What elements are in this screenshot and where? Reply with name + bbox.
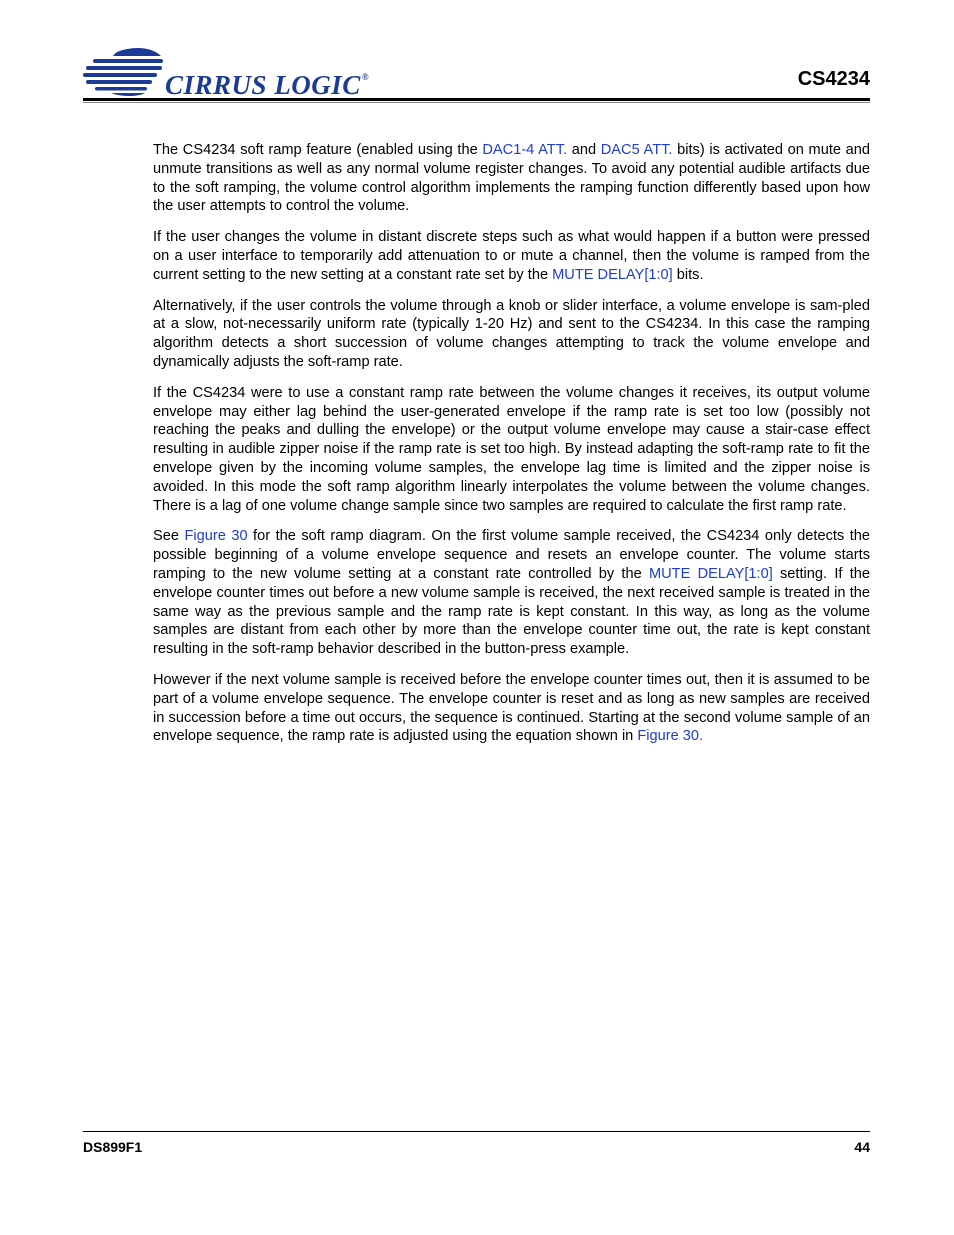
cross-reference-link[interactable]: Figure 30 <box>184 528 248 545</box>
paragraph-text: bits) is activated on mute and unmute transitions as well as any normal volume register changes. To avoid any potential audible artifacts due to the soft ramping, the volume control algorithm implements the ramping function differently based upon how the user attempts to control the volume. <box>153 142 870 215</box>
paragraph-text: See <box>153 528 185 545</box>
paragraph-text: However if the next volume sample is received before the envelope counter times out, then it is assumed to be part of a volume envelope sequence. The envelope counter is reset and as long as new samples are received in succession before a time out occurs, the sequence is continued. Starting at the second volume sample of an envelope sequence, the ramp rate is adjusted using the equation shown in <box>153 671 870 745</box>
header-divider <box>83 98 870 101</box>
paragraph-text: If the user changes the volume in distant discrete steps such as what would happen if a button were pressed on a user interface to temporarily add attenuation to or mute a channel, then the volume is ramped from the current setting to the new setting at a constant rate set by the <box>153 229 870 283</box>
page-header <box>83 44 870 102</box>
cross-reference-link[interactable]: MUTE DELAY[1:0] <box>552 266 673 283</box>
logo-wordmark: CIRRUS LOGIC® <box>165 70 370 100</box>
paragraph <box>153 297 870 372</box>
cross-reference-link[interactable]: DAC5 ATT. <box>600 142 673 158</box>
paragraph <box>153 384 870 516</box>
cross-reference-link[interactable]: DAC1-4 ATT. <box>482 142 568 158</box>
footer-page-number: 44 <box>854 1139 870 1155</box>
cirrus-logic-logo <box>83 46 370 100</box>
cross-reference-link[interactable]: Figure 30. <box>637 728 704 745</box>
footer-document-id: DS899F1 <box>83 1139 143 1155</box>
paragraph-text: Alternatively, if the user controls the volume through a knob or slider interface, a volume envelope is sam-pled at a slow, not-necessarily uniform rate (typically 1-20 Hz) and sent to the CS4234. In this case the ramping algorithm detects a short succession of volume changes attempting to track the volume envelope and dynamically adjusts the soft-ramp rate. <box>153 297 870 370</box>
paragraph-text: If the CS4234 were to use a constant ramp rate between the volume changes it receives, its output volume envelope may either lag behind the user-generated envelope if the ramp rate is set too low (possibly not reaching the peaks and dulling the envelope) or the output volume envelope may cause a stair-case effect resulting in audible zipper noise if the ramp rate is set too high. By instead adapting the soft-ramp rate to fit the envelope given by the incoming volume samples, the envelope lag time is limited and the zipper noise is avoided. In this mode the soft ramp algorithm linearly interpolates the volume between the volume changes. There is a lag of one volume change sample since two samples are required to calculate the first ramp rate. <box>153 384 870 514</box>
paragraph-text: for the soft ramp diagram. On the first volume sample received, the CS4234 only detects the possible beginning of a volume envelope sequence and resets an envelope counter. The volume starts ramping to the new volume setting at a constant rate controlled by the <box>153 528 870 582</box>
footer-divider <box>83 1131 870 1132</box>
cross-reference-link[interactable]: MUTE DELAY[1:0] <box>648 565 773 582</box>
paragraph <box>153 141 870 216</box>
paragraph-text: The CS4234 soft ramp feature (enabled using the <box>153 142 483 158</box>
paragraph-text: setting. If the envelope counter times out before a new volume sample is received, the next received sample is treated in the same way as the previous sample and the ramp rate is kept constant. In this way, as long as the volume samples are distant from each other by more than the envelope counter time out, the rate is kept constant resulting in the soft-ramp behavior described in the button-press example. <box>153 565 870 658</box>
paragraph-text: bits. <box>672 266 704 283</box>
paragraph <box>153 671 870 746</box>
document-title: CS4234 <box>797 68 870 90</box>
paragraph <box>153 527 870 659</box>
paragraph-text: and <box>567 142 601 158</box>
paragraph <box>153 228 870 284</box>
body-text <box>153 141 870 758</box>
header-divider-thin <box>83 102 870 103</box>
